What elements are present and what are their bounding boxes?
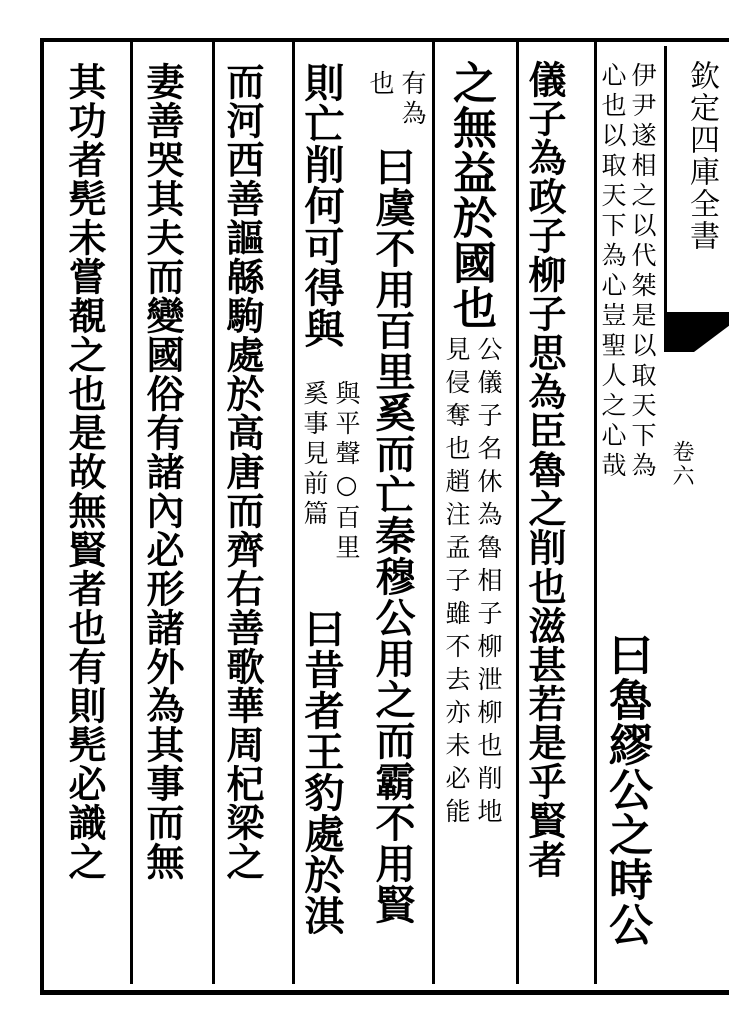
margin-title-box [664,46,727,316]
annotation-column: 奚事見前篇 [300,380,329,530]
column-rule [594,42,597,984]
annotation-column: 伊尹遂相之以代桀是以取天下為 [628,62,657,482]
text-column: 曰昔者王豹處於淇 [298,608,345,936]
fish-tail-mark-icon [664,312,729,352]
text-column: 儀子為政子柳子思為臣魯之削也滋甚若是乎賢者 [522,60,567,879]
text-column: 曰虞不用百里奚而亡秦穆公用之而霸不用賢 [369,146,416,925]
annotation-column: 與平聲○百里 [332,380,361,564]
text-column: 曰魯繆公之時公 [601,632,652,947]
text-column: 則亡削何可得與 [298,62,345,349]
annotation-column: 見侵奪也趙注孟子雖不去亦未必能 [442,336,471,831]
annotation-column: 也 [366,70,395,100]
text-column: 其功者髡未嘗覩之也是故無賢者也有則髡必識之 [62,62,107,881]
column-rule [432,42,435,984]
text-column: 妻善哭其夫而變國俗有諸內必形諸外為其事而無 [140,62,185,881]
column-rule [212,42,215,984]
column-rule [292,42,295,984]
annotation-column: 公儀子名休為魯相子柳泄柳也削地 [474,336,503,831]
text-column: 而河西善謳緜駒處於高唐而齊右善歌華周杞梁之 [220,62,265,881]
margin-title: 欽定四庫全書 [684,60,719,252]
annotation-column: 心也以取天下為心豈聖人之心哉 [598,62,627,482]
annotation-column: 有為 [398,70,427,130]
column-rule [516,42,519,984]
juan-number: 卷六 [669,440,694,488]
text-column: 之無益於國也 [445,60,496,330]
column-rule [130,42,133,984]
